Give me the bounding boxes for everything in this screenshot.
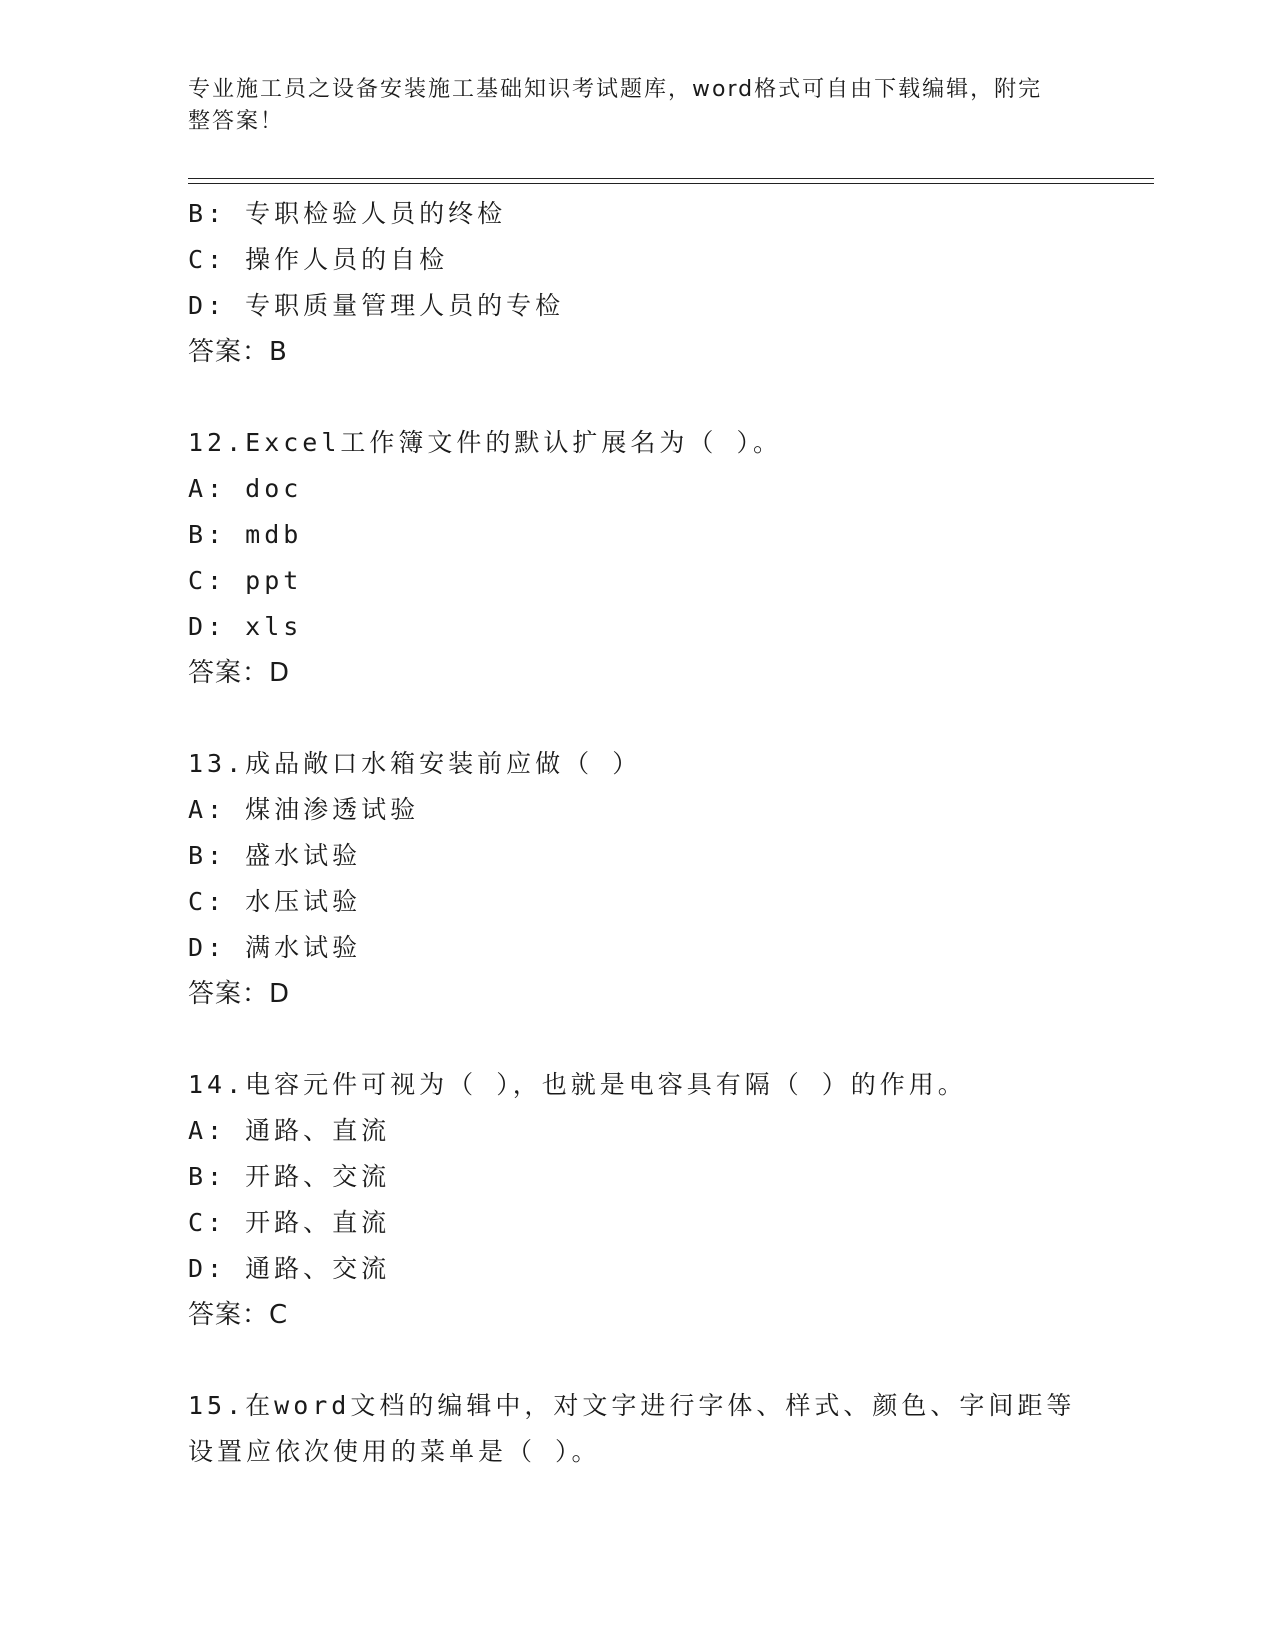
option-a: A: 通路、直流	[188, 1116, 391, 1145]
question-block-13	[188, 741, 1088, 1017]
question-list	[188, 191, 1088, 1475]
answer-line: 答案：C	[188, 1300, 289, 1330]
question-text: 15.在word文档的编辑中，对文字进行字体、样式、颜色、字间距等	[188, 1391, 1076, 1420]
option-b: B: 开路、交流	[188, 1162, 391, 1191]
answer-line: 答案：D	[188, 979, 291, 1009]
header-line-1: 专业施工员之设备安装施工基础知识考试题库，word格式可自由下载编辑，附完	[188, 77, 1043, 102]
option-c: C: 水压试验	[188, 887, 362, 916]
option-c: C: 操作人员的自检	[188, 245, 449, 274]
option-d: D: 专职质量管理人员的专检	[188, 291, 565, 320]
option-b: B: 专职检验人员的终检	[188, 199, 507, 228]
option-c: C: 开路、直流	[188, 1208, 391, 1237]
answer-line: 答案：D	[188, 658, 291, 688]
option-d: D: xls	[188, 612, 303, 641]
answer-line: 答案：B	[188, 337, 288, 367]
question-text: 12.Excel工作簿文件的默认扩展名为（ ）。	[188, 428, 782, 457]
question-text: 13.成品敞口水箱安装前应做（ ）	[188, 749, 642, 778]
option-a: A: 煤油渗透试验	[188, 795, 420, 824]
option-b: B: mdb	[188, 520, 303, 549]
option-d: D: 满水试验	[188, 933, 362, 962]
question-block-12	[188, 420, 1088, 696]
header-line-2: 整答案！	[188, 109, 285, 134]
option-b: B: 盛水试验	[188, 841, 362, 870]
header-divider-bottom	[188, 183, 1154, 184]
document-header	[188, 74, 1068, 138]
question-block-15	[188, 1383, 1088, 1475]
question-text: 14.电容元件可视为（ ），也就是电容具有隔（ ）的作用。	[188, 1070, 967, 1099]
option-a: A: doc	[188, 474, 303, 503]
question-block-14	[188, 1062, 1088, 1338]
option-c: C: ppt	[188, 566, 303, 595]
question-text-continued: 设置应依次使用的菜单是（ ）。	[188, 1437, 601, 1466]
header-divider-top	[188, 178, 1154, 179]
option-d: D: 通路、交流	[188, 1254, 391, 1283]
question-block-prev	[188, 191, 1088, 375]
